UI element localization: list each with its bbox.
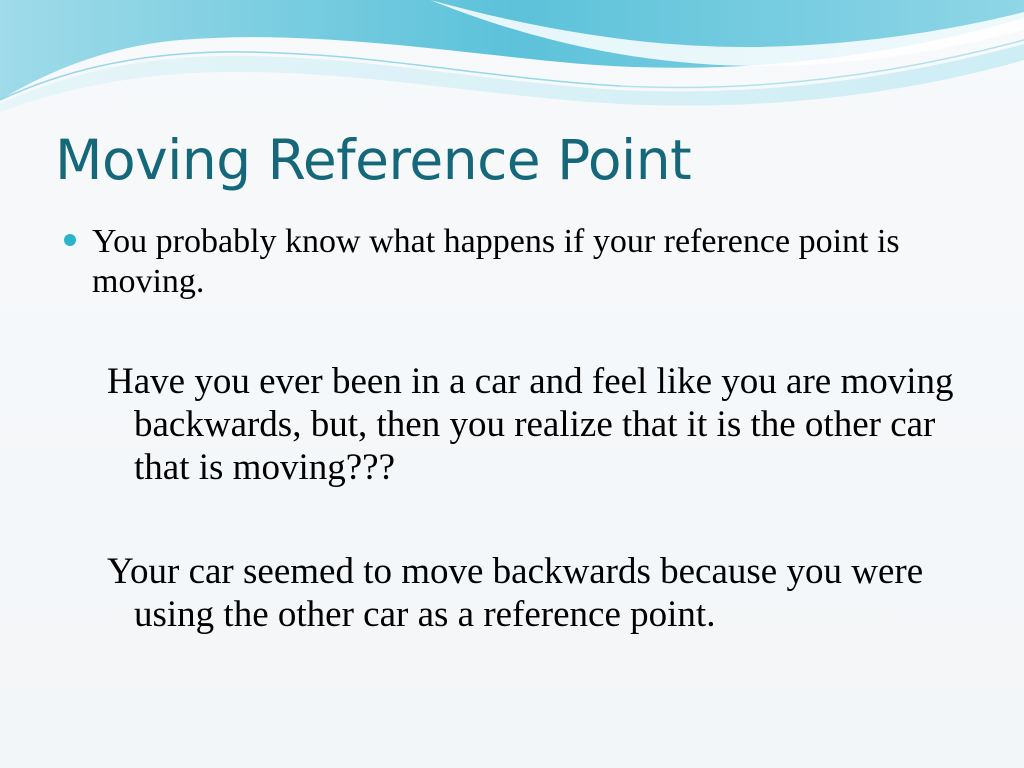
body-paragraph-explanation: Your car seemed to move backwards because you were using the other car as a reference point. — [107, 551, 924, 635]
slide-title: Moving Reference Point — [55, 128, 692, 192]
bullet-dot-icon — [64, 234, 76, 246]
bullet-item: You probably know what happens if your reference point is moving. — [92, 223, 900, 300]
body-paragraph-car-question: Have you ever been in a car and feel like you are moving backwards, but, then you realize that it is the other car that is moving??? — [107, 361, 954, 488]
header-wave-decoration — [0, 0, 1024, 140]
bullet-list — [62, 222, 962, 302]
